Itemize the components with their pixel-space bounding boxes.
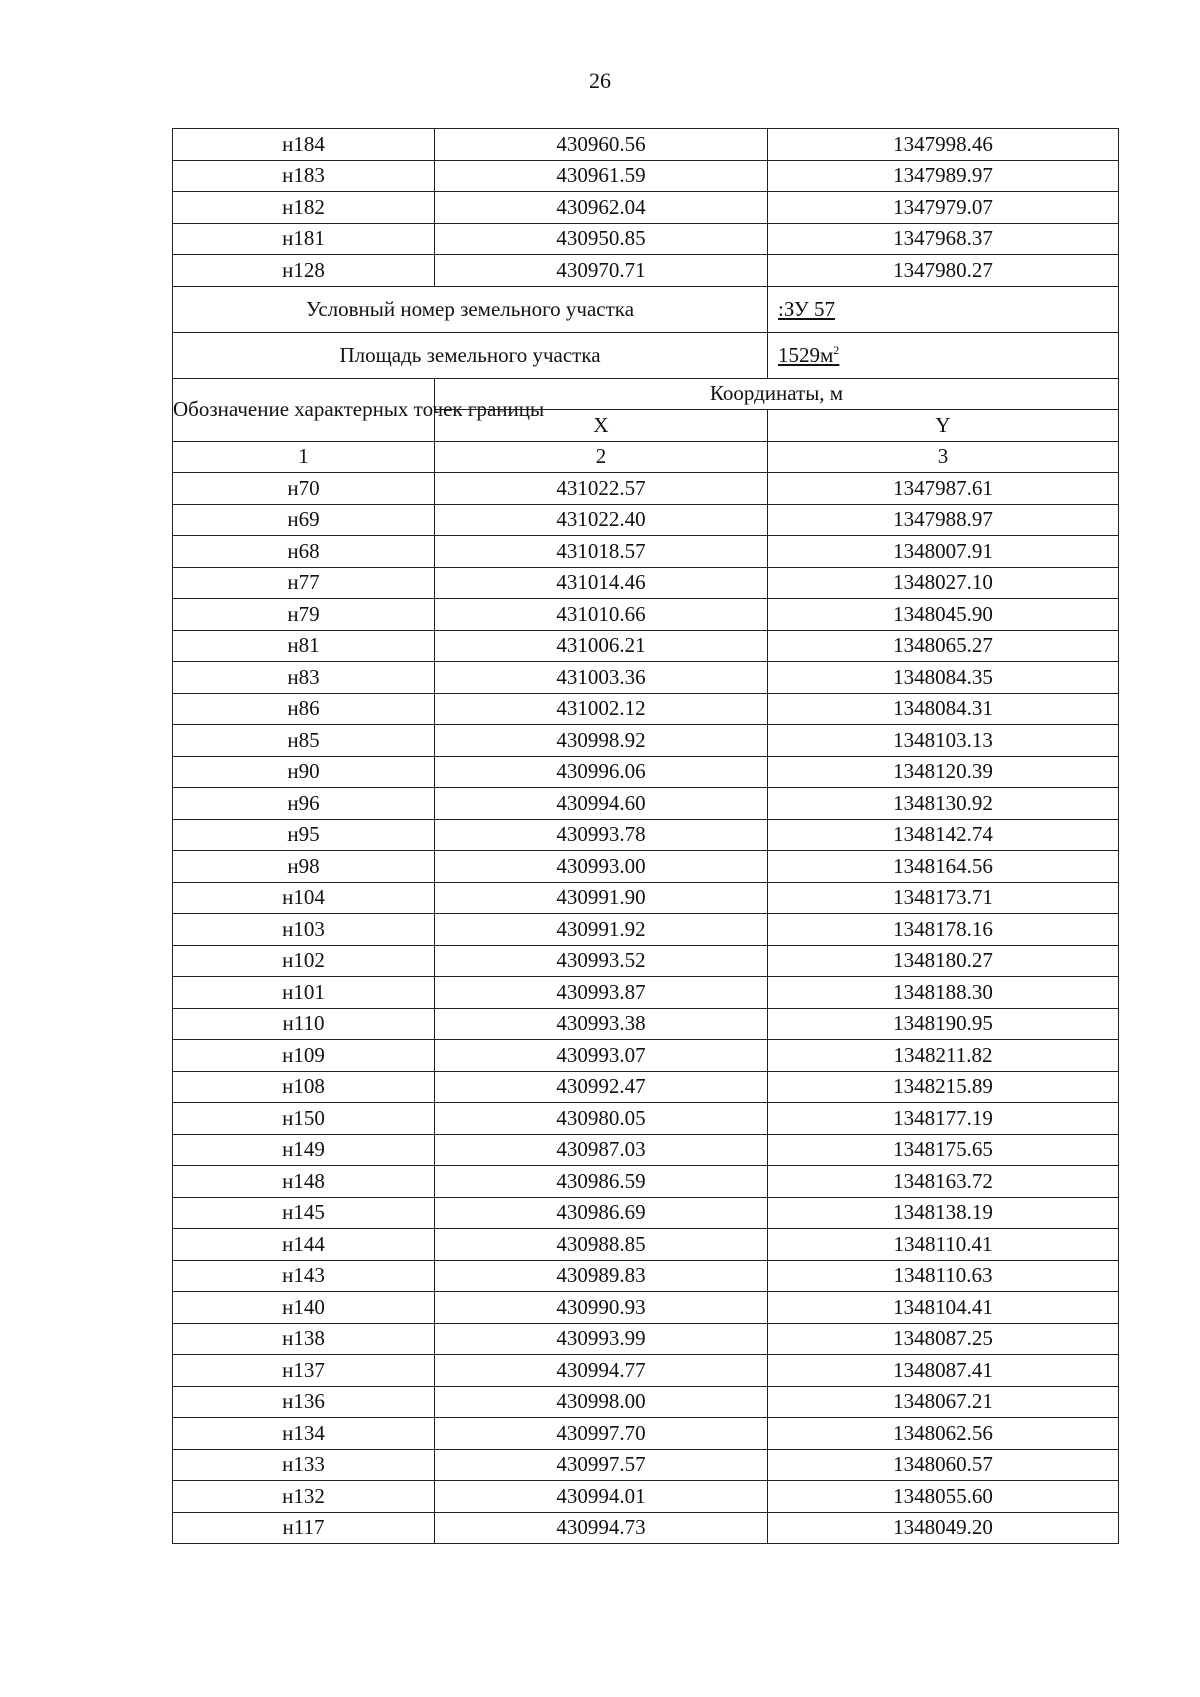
table-row xyxy=(173,129,1119,161)
header-y: Y xyxy=(768,410,1119,442)
y-coordinate: 1348060.57 xyxy=(768,1449,1119,1481)
point-label: н133 xyxy=(173,1449,435,1481)
x-coordinate: 430970.71 xyxy=(435,255,768,287)
parcel-area-value-wrap xyxy=(778,343,839,367)
point-label: н181 xyxy=(173,223,435,255)
x-coordinate: 431010.66 xyxy=(435,599,768,631)
point-label: н128 xyxy=(173,255,435,287)
point-label: н86 xyxy=(173,693,435,725)
point-label: н70 xyxy=(173,473,435,505)
header-coordinates: Координаты, м xyxy=(435,378,1119,410)
x-coordinate: 430989.83 xyxy=(435,1260,768,1292)
table-row xyxy=(173,1103,1119,1135)
x-coordinate: 430994.77 xyxy=(435,1355,768,1387)
table-row xyxy=(173,160,1119,192)
point-label: н143 xyxy=(173,1260,435,1292)
table-row xyxy=(173,1418,1119,1450)
y-coordinate: 1347987.61 xyxy=(768,473,1119,505)
point-label: н81 xyxy=(173,630,435,662)
table-row xyxy=(173,1386,1119,1418)
table-row xyxy=(173,1040,1119,1072)
y-coordinate: 1348164.56 xyxy=(768,851,1119,883)
point-label: н104 xyxy=(173,882,435,914)
y-coordinate: 1348163.72 xyxy=(768,1166,1119,1198)
table-row xyxy=(173,1260,1119,1292)
point-label: н150 xyxy=(173,1103,435,1135)
y-coordinate: 1348065.27 xyxy=(768,630,1119,662)
point-label: н109 xyxy=(173,1040,435,1072)
x-coordinate: 431022.57 xyxy=(435,473,768,505)
column-numbers-row xyxy=(173,441,1119,473)
x-coordinate: 430993.52 xyxy=(435,945,768,977)
table-row xyxy=(173,536,1119,568)
y-coordinate: 1348190.95 xyxy=(768,1008,1119,1040)
table-row xyxy=(173,473,1119,505)
column-number-2: 2 xyxy=(435,441,768,473)
y-coordinate: 1348103.13 xyxy=(768,725,1119,757)
x-coordinate: 430950.85 xyxy=(435,223,768,255)
x-coordinate: 431018.57 xyxy=(435,536,768,568)
y-coordinate: 1348120.39 xyxy=(768,756,1119,788)
x-coordinate: 431014.46 xyxy=(435,567,768,599)
table-row xyxy=(173,223,1119,255)
y-coordinate: 1348062.56 xyxy=(768,1418,1119,1450)
point-label: н110 xyxy=(173,1008,435,1040)
point-label: н79 xyxy=(173,599,435,631)
x-coordinate: 431006.21 xyxy=(435,630,768,662)
x-coordinate: 430961.59 xyxy=(435,160,768,192)
table-row xyxy=(173,725,1119,757)
y-coordinate: 1348177.19 xyxy=(768,1103,1119,1135)
header-designation: Обозначение характерных точек границы xyxy=(173,378,435,441)
table-row xyxy=(173,788,1119,820)
point-label: н98 xyxy=(173,851,435,883)
point-label: н85 xyxy=(173,725,435,757)
point-label: н140 xyxy=(173,1292,435,1324)
point-label: н183 xyxy=(173,160,435,192)
point-label: н101 xyxy=(173,977,435,1009)
table-row xyxy=(173,1134,1119,1166)
table-row xyxy=(173,882,1119,914)
y-coordinate: 1347979.07 xyxy=(768,192,1119,224)
table-row xyxy=(173,1229,1119,1261)
parcel-area-row xyxy=(173,332,1119,378)
y-coordinate: 1348084.31 xyxy=(768,693,1119,725)
point-label: н69 xyxy=(173,504,435,536)
coordinates-table xyxy=(172,128,1119,1544)
y-coordinate: 1348178.16 xyxy=(768,914,1119,946)
y-coordinate: 1348007.91 xyxy=(768,536,1119,568)
point-rows xyxy=(173,473,1119,1544)
y-coordinate: 1348084.35 xyxy=(768,662,1119,694)
y-coordinate: 1347988.97 xyxy=(768,504,1119,536)
table-row xyxy=(173,756,1119,788)
y-coordinate: 1347989.97 xyxy=(768,160,1119,192)
table-row xyxy=(173,192,1119,224)
point-label: н83 xyxy=(173,662,435,694)
table-row xyxy=(173,819,1119,851)
column-number-3: 3 xyxy=(768,441,1119,473)
point-label: н132 xyxy=(173,1481,435,1513)
x-coordinate: 430994.60 xyxy=(435,788,768,820)
y-coordinate: 1348087.41 xyxy=(768,1355,1119,1387)
x-coordinate: 430991.92 xyxy=(435,914,768,946)
point-label: н103 xyxy=(173,914,435,946)
point-label: н90 xyxy=(173,756,435,788)
column-number-1: 1 xyxy=(173,441,435,473)
y-coordinate: 1348188.30 xyxy=(768,977,1119,1009)
parcel-number-row xyxy=(173,286,1119,332)
x-coordinate: 430960.56 xyxy=(435,129,768,161)
parcel-number-label: Условный номер земельного участка xyxy=(173,286,768,332)
x-coordinate: 430986.69 xyxy=(435,1197,768,1229)
parcel-info xyxy=(173,286,1119,378)
y-coordinate: 1347980.27 xyxy=(768,255,1119,287)
x-coordinate: 430993.38 xyxy=(435,1008,768,1040)
table-row xyxy=(173,1323,1119,1355)
y-coordinate: 1347998.46 xyxy=(768,129,1119,161)
y-coordinate: 1347968.37 xyxy=(768,223,1119,255)
point-label: н148 xyxy=(173,1166,435,1198)
x-coordinate: 430993.78 xyxy=(435,819,768,851)
x-coordinate: 430997.57 xyxy=(435,1449,768,1481)
point-label: н184 xyxy=(173,129,435,161)
table-row xyxy=(173,1071,1119,1103)
x-coordinate: 430998.00 xyxy=(435,1386,768,1418)
y-coordinate: 1348049.20 xyxy=(768,1512,1119,1544)
point-label: н117 xyxy=(173,1512,435,1544)
x-coordinate: 430980.05 xyxy=(435,1103,768,1135)
point-label: н136 xyxy=(173,1386,435,1418)
y-coordinate: 1348215.89 xyxy=(768,1071,1119,1103)
table-row xyxy=(173,1481,1119,1513)
table-row xyxy=(173,1008,1119,1040)
parcel-area-value: 1529м xyxy=(778,342,834,367)
x-coordinate: 430993.87 xyxy=(435,977,768,1009)
table-row xyxy=(173,1355,1119,1387)
y-coordinate: 1348055.60 xyxy=(768,1481,1119,1513)
x-coordinate: 430962.04 xyxy=(435,192,768,224)
table-row xyxy=(173,1449,1119,1481)
y-coordinate: 1348027.10 xyxy=(768,567,1119,599)
parcel-area-unit-sup: 2 xyxy=(833,342,840,357)
table-row xyxy=(173,977,1119,1009)
y-coordinate: 1348087.25 xyxy=(768,1323,1119,1355)
point-label: н134 xyxy=(173,1418,435,1450)
y-coordinate: 1348104.41 xyxy=(768,1292,1119,1324)
table-row xyxy=(173,1197,1119,1229)
x-coordinate: 430993.00 xyxy=(435,851,768,883)
point-label: н138 xyxy=(173,1323,435,1355)
x-coordinate: 430996.06 xyxy=(435,756,768,788)
table-row xyxy=(173,1292,1119,1324)
table-row xyxy=(173,945,1119,977)
x-coordinate: 430997.70 xyxy=(435,1418,768,1450)
table-row xyxy=(173,504,1119,536)
x-coordinate: 430987.03 xyxy=(435,1134,768,1166)
point-label: н102 xyxy=(173,945,435,977)
y-coordinate: 1348211.82 xyxy=(768,1040,1119,1072)
x-coordinate: 430991.90 xyxy=(435,882,768,914)
table-row xyxy=(173,567,1119,599)
y-coordinate: 1348175.65 xyxy=(768,1134,1119,1166)
point-label: н68 xyxy=(173,536,435,568)
page-number: 26 xyxy=(589,68,611,93)
x-coordinate: 431022.40 xyxy=(435,504,768,536)
y-coordinate: 1348138.19 xyxy=(768,1197,1119,1229)
table-row xyxy=(173,630,1119,662)
header-x: X xyxy=(435,410,768,442)
point-label: н96 xyxy=(173,788,435,820)
y-coordinate: 1348045.90 xyxy=(768,599,1119,631)
point-label: н95 xyxy=(173,819,435,851)
y-coordinate: 1348142.74 xyxy=(768,819,1119,851)
point-label: н182 xyxy=(173,192,435,224)
table-row xyxy=(173,1512,1119,1544)
x-coordinate: 430994.01 xyxy=(435,1481,768,1513)
point-label: н137 xyxy=(173,1355,435,1387)
point-label: н149 xyxy=(173,1134,435,1166)
x-coordinate: 430993.07 xyxy=(435,1040,768,1072)
table-row xyxy=(173,662,1119,694)
y-coordinate: 1348130.92 xyxy=(768,788,1119,820)
table-row xyxy=(173,1166,1119,1198)
x-coordinate: 430990.93 xyxy=(435,1292,768,1324)
y-coordinate: 1348110.41 xyxy=(768,1229,1119,1261)
point-label: н77 xyxy=(173,567,435,599)
top-rows xyxy=(173,129,1119,287)
table-row xyxy=(173,914,1119,946)
point-label: н145 xyxy=(173,1197,435,1229)
table-row xyxy=(173,693,1119,725)
y-coordinate: 1348067.21 xyxy=(768,1386,1119,1418)
parcel-number-value: :ЗУ 57 xyxy=(778,296,835,321)
y-coordinate: 1348110.63 xyxy=(768,1260,1119,1292)
x-coordinate: 431003.36 xyxy=(435,662,768,694)
table-row xyxy=(173,255,1119,287)
x-coordinate: 430998.92 xyxy=(435,725,768,757)
parcel-area-label: Площадь земельного участка xyxy=(173,332,768,378)
y-coordinate: 1348173.71 xyxy=(768,882,1119,914)
x-coordinate: 430988.85 xyxy=(435,1229,768,1261)
y-coordinate: 1348180.27 xyxy=(768,945,1119,977)
x-coordinate: 430993.99 xyxy=(435,1323,768,1355)
x-coordinate: 430992.47 xyxy=(435,1071,768,1103)
x-coordinate: 431002.12 xyxy=(435,693,768,725)
point-label: н108 xyxy=(173,1071,435,1103)
table-row xyxy=(173,851,1119,883)
x-coordinate: 430986.59 xyxy=(435,1166,768,1198)
x-coordinate: 430994.73 xyxy=(435,1512,768,1544)
table-row xyxy=(173,599,1119,631)
table-header xyxy=(173,378,1119,473)
point-label: н144 xyxy=(173,1229,435,1261)
